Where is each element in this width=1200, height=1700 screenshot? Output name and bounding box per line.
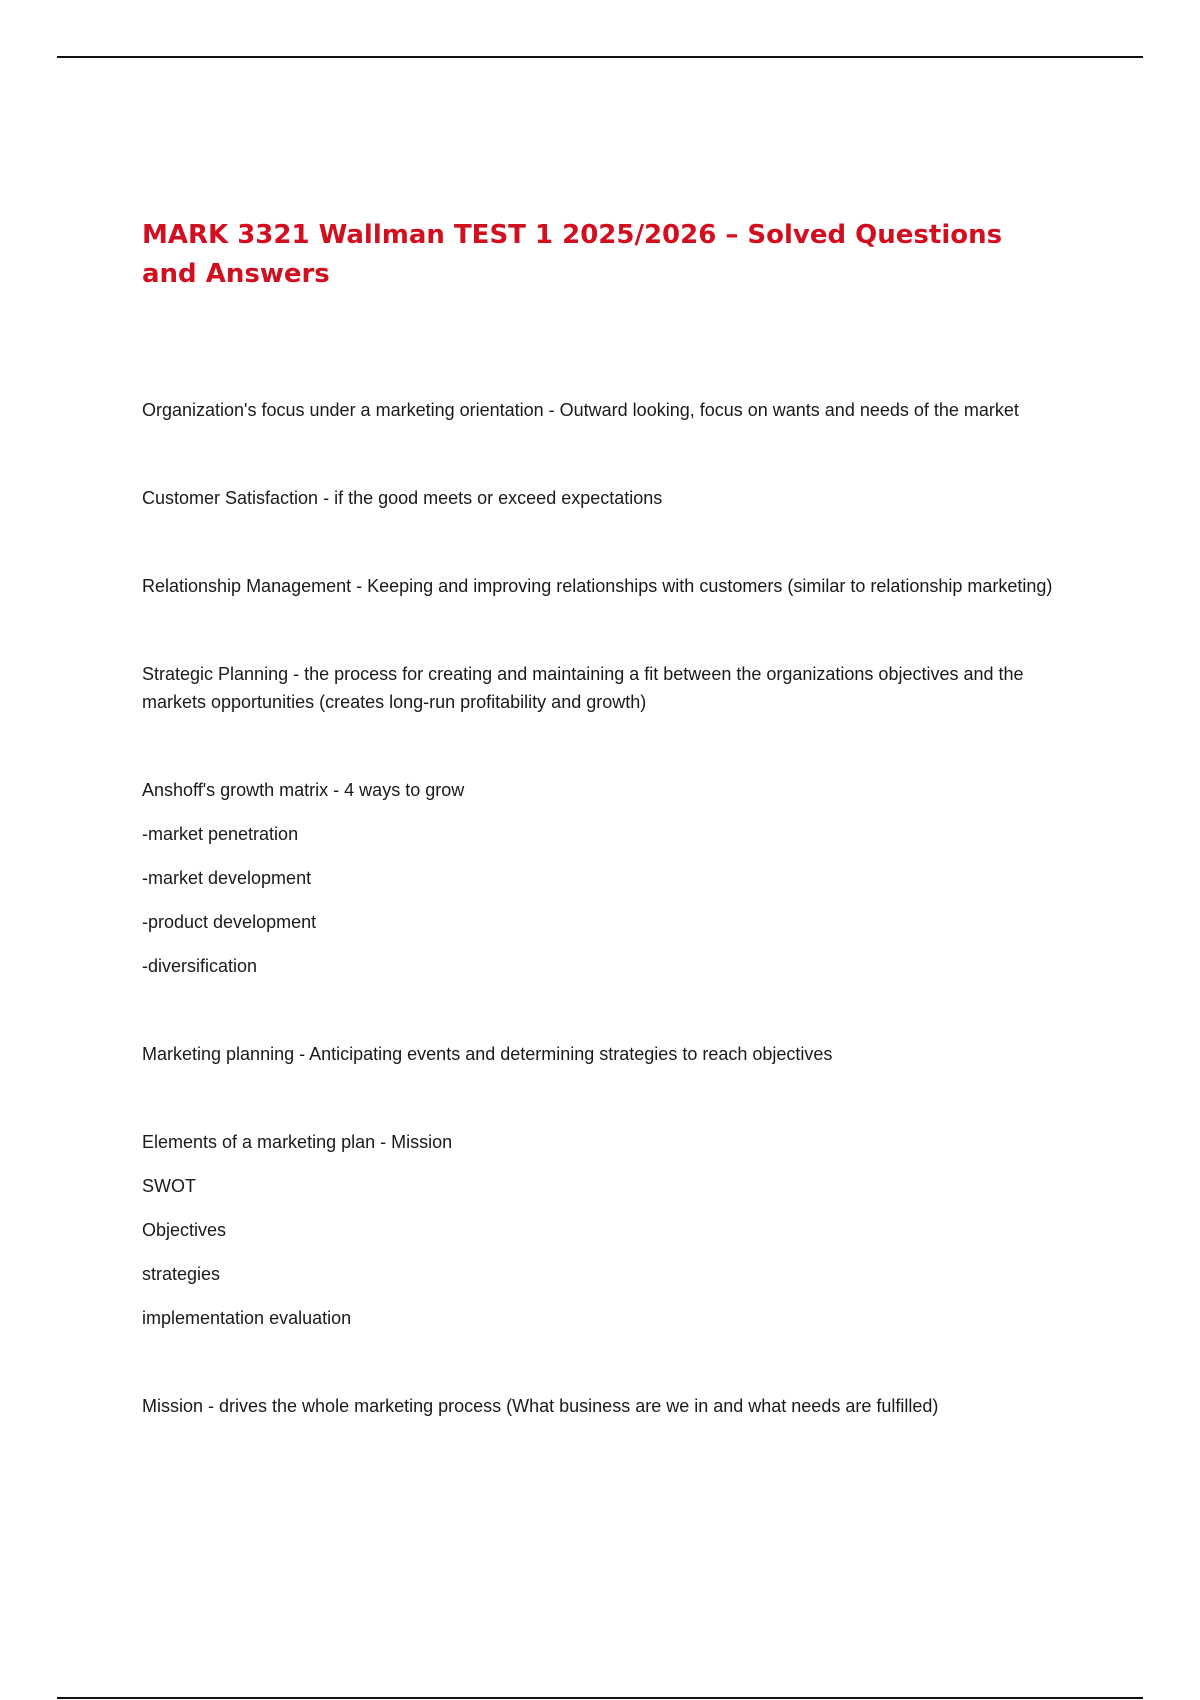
qa-text: Relationship Management - Keeping and improving relationships with customers (similar to relationship marketing) <box>142 576 1053 596</box>
qa-entry <box>142 572 1067 600</box>
qa-text: Anshoff's growth matrix - 4 ways to grow <box>142 780 465 800</box>
footer-rule <box>57 1697 1143 1699</box>
header-rule <box>57 56 1143 58</box>
qa-entry <box>142 1392 1067 1420</box>
qa-entry <box>142 1040 1067 1068</box>
qa-subline: Objectives <box>142 1220 227 1240</box>
qa-entry <box>142 660 1067 716</box>
qa-subline: -diversification <box>142 956 258 976</box>
qa-entry <box>142 484 1067 512</box>
qa-subline: -market development <box>142 868 312 888</box>
qa-entry <box>142 776 1067 980</box>
qa-subline: -product development <box>142 912 317 932</box>
qa-text: Elements of a marketing plan - Mission <box>142 1132 453 1152</box>
qa-entry <box>142 396 1067 424</box>
qa-text: Marketing planning - Anticipating events and determining strategies to reach objectives <box>142 1044 833 1064</box>
qa-subline: SWOT <box>142 1176 196 1196</box>
document-title: MARK 3321 Wallman TEST 1 2025/2026 – Solved Questions and Answers <box>142 220 1003 289</box>
qa-text: Mission - drives the whole marketing process (What business are we in and what needs are fulfilled) <box>142 1396 939 1416</box>
qa-text: Organization's focus under a marketing orientation - Outward looking, focus on wants and needs of the market <box>142 400 1019 420</box>
qa-subline: strategies <box>142 1264 221 1284</box>
qa-text: Customer Satisfaction - if the good meets or exceed expectations <box>142 488 663 508</box>
qa-subline: implementation evaluation <box>142 1308 352 1328</box>
qa-text: Strategic Planning - the process for creating and maintaining a fit between the organizations objectives and the markets opportunities (creates long-run profitability and growth) <box>142 664 1024 712</box>
qa-subline: -market penetration <box>142 824 299 844</box>
qa-list <box>142 396 1067 1480</box>
qa-entry <box>142 1128 1067 1332</box>
